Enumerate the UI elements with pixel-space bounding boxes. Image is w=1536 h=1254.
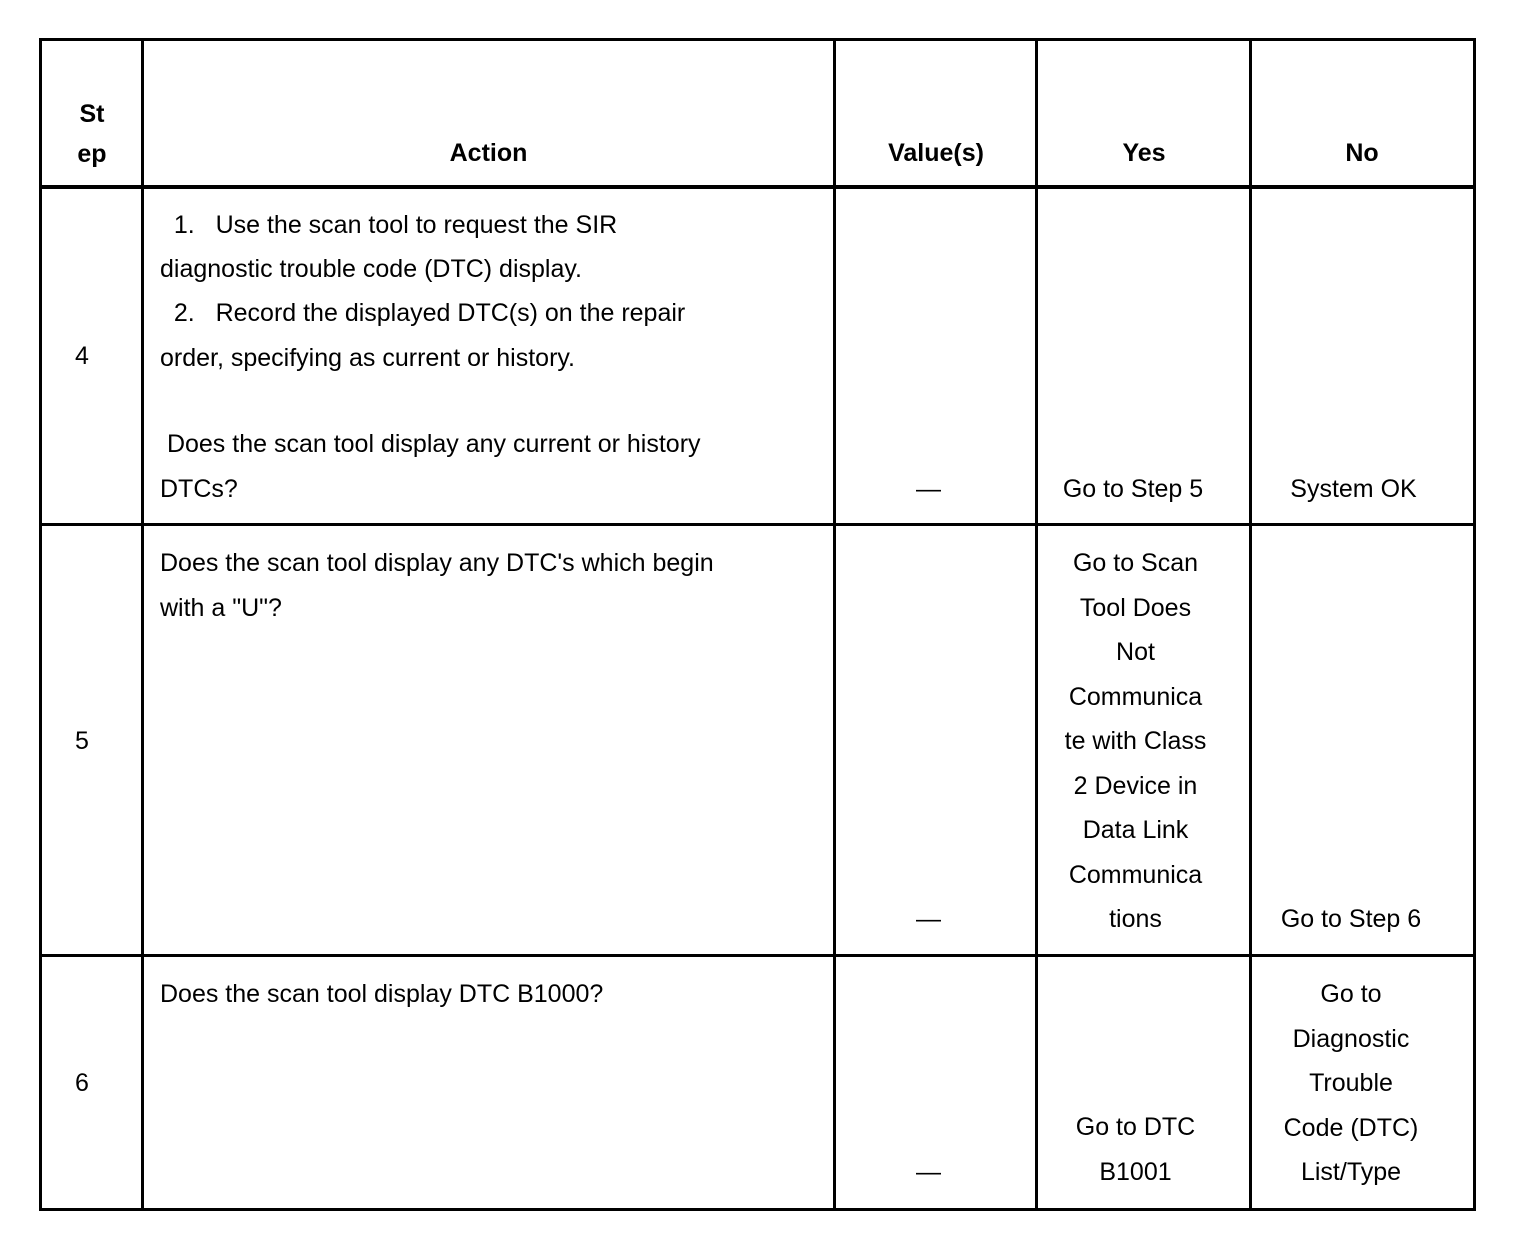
action-text: diagnostic trouble code (DTC) display. bbox=[160, 255, 582, 283]
header-yes: Yes bbox=[1122, 139, 1166, 167]
action-text: Does the scan tool display any DTC's which begin bbox=[160, 549, 714, 577]
header-step: St ep bbox=[77, 100, 107, 168]
no-result: Go to Diagnostic Trouble Code (DTC) List/Type bbox=[1283, 980, 1419, 1186]
yes-result: Go to DTC B1001 bbox=[1075, 1113, 1196, 1186]
row-divider bbox=[39, 523, 1476, 526]
action-text: with a "U"? bbox=[160, 594, 282, 622]
action-text: 1. Use the scan tool to request the SIR bbox=[160, 211, 618, 239]
column-divider bbox=[833, 38, 836, 1211]
value-dash: — bbox=[916, 905, 941, 933]
no-result: System OK bbox=[1290, 475, 1417, 503]
header-divider bbox=[39, 185, 1476, 189]
step-number: 5 bbox=[75, 727, 89, 755]
action-text: 2. Record the displayed DTC(s) on the repair bbox=[160, 299, 686, 327]
header-action: Action bbox=[449, 139, 528, 167]
table-border-left bbox=[39, 38, 42, 1211]
table-border-top bbox=[39, 38, 1476, 41]
table-border-bottom bbox=[39, 1208, 1476, 1211]
row-divider bbox=[39, 954, 1476, 957]
step-number: 4 bbox=[75, 342, 89, 370]
action-text: Does the scan tool display any current or history bbox=[160, 430, 701, 458]
yes-result: Go to Step 5 bbox=[1062, 475, 1204, 503]
action-text: Does the scan tool display DTC B1000? bbox=[160, 980, 604, 1008]
no-result: Go to Step 6 bbox=[1280, 905, 1422, 933]
header-values: Value(s) bbox=[888, 139, 984, 167]
column-divider bbox=[141, 38, 144, 1211]
value-dash: — bbox=[916, 475, 941, 503]
value-dash: — bbox=[916, 1158, 941, 1186]
action-text: DTCs? bbox=[160, 475, 238, 503]
table-border-right bbox=[1473, 38, 1476, 1211]
action-text: order, specifying as current or history. bbox=[160, 344, 575, 372]
yes-result: Go to Scan Tool Does Not Communica te with Class 2 Device in Data Link Communica tions bbox=[1064, 549, 1207, 933]
header-no: No bbox=[1345, 139, 1379, 167]
step-number: 6 bbox=[75, 1069, 89, 1097]
